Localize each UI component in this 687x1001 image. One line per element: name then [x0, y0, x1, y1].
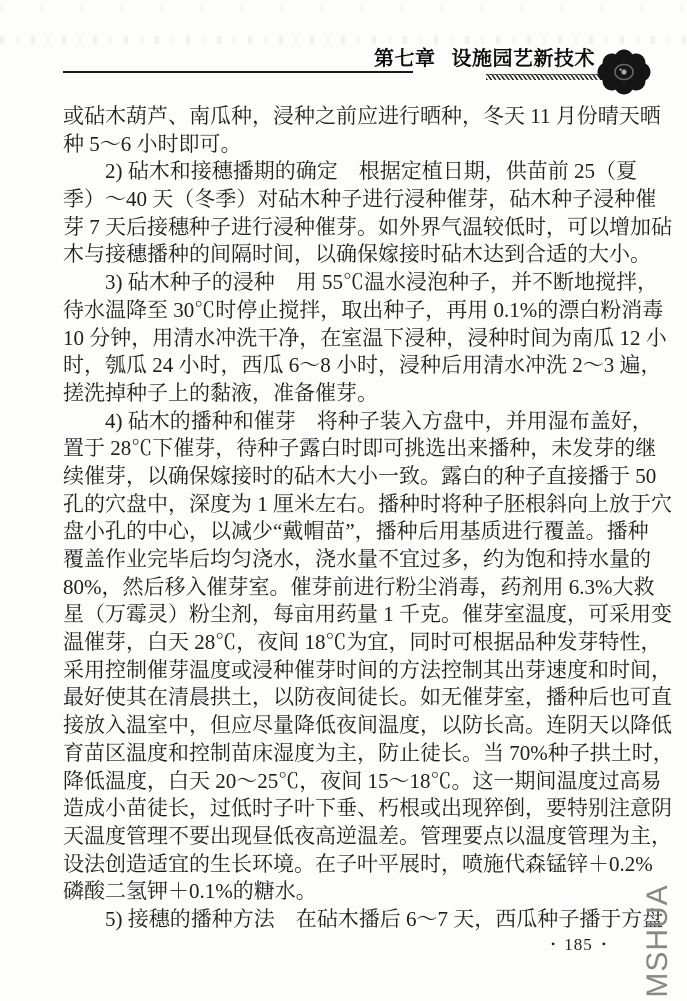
text-line: 设法创造适宜的生长环境。在子叶平展时，喷施代森锰锌＋0.2%	[63, 851, 653, 876]
text-line: 10 分钟，用清水冲洗干净，在室温下浸种，浸种时间为南瓜 12 小	[63, 325, 667, 350]
text-line: 置于 28℃下催芽，待种子露白时即可挑选出来播种，未发芽的继	[63, 436, 657, 461]
text-line: 造成小苗徒长，过低时子叶下垂、朽根或出现猝倒，要特别注意阴	[63, 796, 672, 821]
chapter-name: 设施园艺新技术	[451, 48, 595, 70]
text-line: 孔的穴盘中，深度为 1 厘米左右。播种时将种子胚根斜向上放于穴	[63, 491, 672, 516]
text-line: 时，瓠瓜 24 小时，西瓜 6～8 小时，浸种后用清水冲洗 2～3 遍，	[63, 353, 662, 378]
text-line: 育苗区温度和控制苗床湿度为主，防止徒长。当 70%种子拱土时，	[63, 740, 674, 765]
text-line: 4) 砧木的播种和催芽 将种子装入方盘中，并用湿布盖好，	[63, 408, 653, 433]
text-line: 续催芽，以确保嫁接时的砧木大小一致。露白的种子直接播于 50	[63, 463, 657, 488]
chapter-title	[374, 47, 595, 71]
text-line: 盘小孔的中心，以减少“戴帽苗”，播种后用基质进行覆盖。播种	[63, 519, 649, 544]
body-text	[63, 103, 674, 934]
page-number-dot-left: •	[551, 937, 556, 951]
text-line: 80%，然后移入催芽室。催芽前进行粉尘消毒，药剂用 6.3%大救	[63, 574, 655, 599]
watermark-text: MSHUA	[641, 884, 674, 998]
text-line: 温催芽，白天 28℃，夜间 18℃为宜，同时可根据品种发芽特性，	[63, 630, 662, 655]
text-line: 磷酸二氢钾＋0.1%的糖水。	[63, 879, 317, 904]
page-number-value: 185	[564, 935, 593, 954]
text-line: 芽 7 天后接穗种子进行浸种催芽。如外界气温较低时，可以增加砧	[63, 214, 672, 239]
text-line: 3) 砧木种子的浸种 用 55℃温水浸泡种子，并不断地搅拌，	[63, 270, 658, 295]
chapter-number: 第七章	[374, 48, 436, 70]
text-line: 或砧木葫芦、南瓜种，浸种之前应进行晒种，冬天 11 月份晴天晒	[63, 104, 661, 128]
text-line: 待水温降至 30℃时停止搅拌，取出种子，再用 0.1%的漂白粉消毒	[63, 297, 664, 322]
text-line: 搓洗掉种子上的黏液，准备催芽。	[63, 380, 378, 405]
text-line: 天温度管理不要出现昼低夜高逆温差。管理要点以温度管理为主，	[63, 823, 672, 848]
text-line: 最好使其在清晨拱土，以防夜间徒长。如无催芽室，播种后也可直	[63, 685, 672, 710]
header-rule	[63, 71, 413, 73]
text-line: 采用控制催芽温度或浸种催芽时间的方法控制其出芽速度和时间，	[63, 657, 672, 682]
rosette-stamp-icon	[591, 45, 657, 99]
text-line: 接放入温室中，但应尽量降低夜间温度，以防长高。连阴天以降低	[63, 713, 672, 738]
text-line: 降低温度，白天 20～25℃，夜间 15～18℃。这一期间温度过高易	[63, 768, 662, 793]
text-line: 种 5～6 小时即可。	[63, 131, 242, 156]
text-line: 星（万霉灵）粉尘剂，每亩用药量 1 千克。催芽室温度，可采用变	[63, 602, 672, 627]
text-line: 覆盖作业完毕后均匀浇水，浇水量不宜过多，约为饱和持水量的	[63, 547, 651, 571]
page-number-dot-right: •	[601, 937, 606, 951]
text-line: 木与接穗播种的间隔时间，以确保嫁接时砧木达到合适的大小。	[63, 242, 651, 267]
text-line: 2) 砧木和接穗播期的确定 根据定植日期，供苗前 25（夏	[63, 159, 637, 184]
scan-noise	[0, 36, 687, 44]
text-line: 5) 接穗的播种方法 在砧木播后 6～7 天，西瓜种子播于方盘	[63, 906, 664, 931]
page-number	[551, 935, 606, 955]
text-line: 季）～40 天（冬季）对砧木种子进行浸种催芽，砧木种子浸种催	[63, 187, 657, 212]
